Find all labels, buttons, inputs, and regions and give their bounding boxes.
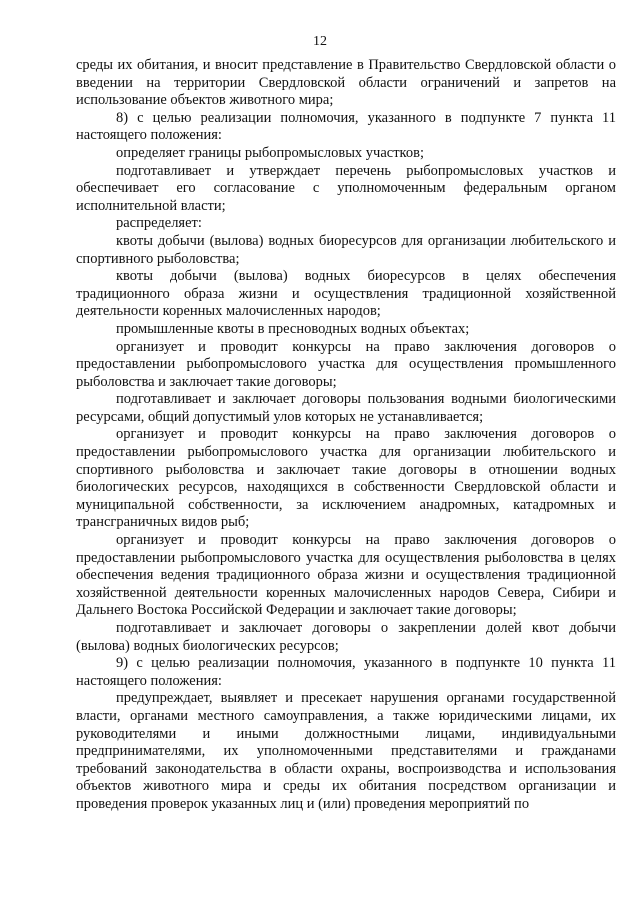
paragraph: 9) с целью реализации полномочия, указанного в подпункте 10 пункта 11 настоящего положения:	[76, 655, 616, 689]
paragraph: подготавливает и заключает договоры пользования водными биологическими ресурсами, общий допустимый улов которых не устанавливается;	[76, 391, 616, 425]
paragraph: квоты добычи (вылова) водных биоресурсов для организации любительского и спортивного рыболовства;	[76, 232, 616, 267]
paragraph: 8) с целью реализации полномочия, указанного в подпункте 7 пункта 11 настоящего положения:	[76, 109, 616, 144]
paragraph: организует и проводит конкурсы на право заключения договоров о предоставлении рыбопромыслового участка для осуществления промышленного рыболовства и заключает такие договоры;	[76, 338, 616, 390]
paragraph: среды их обитания, и вносит представление в Правительство Свердловской области о введении на территории Свердловской области ограничений и запретов на использование объектов животного мира;	[76, 57, 616, 109]
paragraph: определяет границы рыбопромысловых участков;	[116, 144, 424, 161]
paragraph: организует и проводит конкурсы на право заключения договоров о предоставлении рыбопромыслового участка для организации любительского и спортивного рыболовства и заключает такие договоры в отношении водных биологических ресурсов, находящихся в собственности Свердловской области и муниципальной собственности, за исключением анадромных, катадромных и трансграничных видов рыб;	[76, 426, 616, 531]
paragraph: квоты добычи (вылова) водных биоресурсов в целях обеспечения традиционного образа жизни и осуществления традиционной хозяйственной деятельности коренных малочисленных народов;	[76, 268, 616, 320]
document-body	[76, 57, 616, 814]
paragraph: подготавливает и заключает договоры о закреплении долей квот добычи (вылова) водных биологических ресурсов;	[76, 620, 616, 654]
paragraph: промышленные квоты в пресноводных водных объектах;	[116, 320, 470, 337]
paragraph: распределяет:	[116, 215, 202, 232]
paragraph: предупреждает, выявляет и пресекает нарушения органами государственной власти, органами местного самоуправления, а также юридическими лицами, их руководителями и иными должностными лицами, индивидуальными предпринимателями, их уполномоченными представителями и гражданами требований законодательства в области охраны, воспроизводства и использования объектов животного мира и среды их обитания посредством организации и проведения проверок указанных лиц и (или) проведения мероприятий по	[76, 690, 616, 812]
page-number: 12	[313, 34, 327, 49]
paragraph: подготавливает и утверждает перечень рыбопромысловых участков и обеспечивает его согласование с уполномоченным федеральным органом исполнительной власти;	[76, 162, 616, 214]
paragraph: организует и проводит конкурсы на право заключения договоров о предоставлении рыбопромыслового участка для осуществления рыболовства в целях обеспечения ведения традиционного образа жизни и осуществления традиционной хозяйственной деятельности коренных малочисленных народов Севера, Сибири и Дальнего Востока Российской Федерации и заключает такие договоры;	[76, 532, 616, 619]
